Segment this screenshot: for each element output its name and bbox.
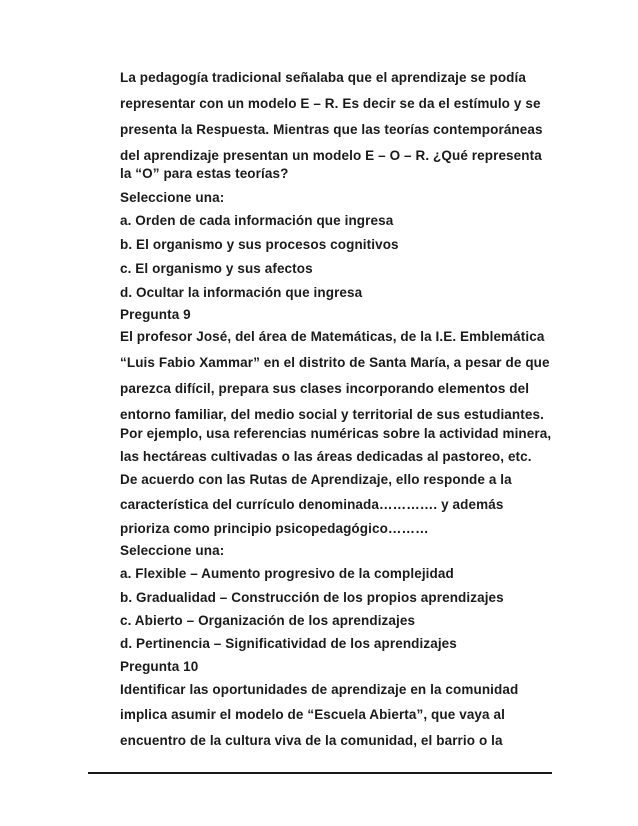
text-line: parezca difícil, prepara sus clases incorporando elementos del xyxy=(120,381,530,396)
question-heading: Pregunta 9 xyxy=(120,307,191,322)
question-heading: Pregunta 10 xyxy=(120,659,199,674)
text-line: “Luis Fabio Xammar” en el distrito de Santa María, a pesar de que xyxy=(120,355,550,370)
text-line: Identificar las oportunidades de aprendizaje en la comunidad xyxy=(120,682,519,697)
text-line: entorno familiar, del medio social y territorial de sus estudiantes. xyxy=(120,407,544,422)
footer-divider xyxy=(88,772,552,774)
answer-option-a: a. Flexible – Aumento progresivo de la complejidad xyxy=(120,566,454,581)
text-line: presenta la Respuesta. Mientras que las teorías contemporáneas xyxy=(120,122,543,137)
text-line: las hectáreas cultivadas o las áreas dedicadas al pastoreo, etc. xyxy=(120,449,532,464)
text-line: implica asumir el modelo de “Escuela Abierta”, que vaya al xyxy=(120,707,505,722)
text-line: del aprendizaje presentan un modelo E – O – R. ¿Qué representa xyxy=(120,148,542,163)
text-line: De acuerdo con las Rutas de Aprendizaje, ello responde a la xyxy=(120,472,512,487)
text-line: prioriza como principio psicopedagógico……… xyxy=(120,521,429,536)
answer-prompt: Seleccione una: xyxy=(120,543,225,558)
answer-option-c: c. El organismo y sus afectos xyxy=(120,261,313,276)
answer-option-d: d. Pertinencia – Significatividad de los aprendizajes xyxy=(120,636,457,651)
answer-option-b: b. El organismo y sus procesos cognitivos xyxy=(120,237,399,252)
text-line: característica del currículo denominada…………. y además xyxy=(120,497,504,512)
text-line: encuentro de la cultura viva de la comunidad, el barrio o la xyxy=(120,733,503,748)
answer-option-d: d. Ocultar la información que ingresa xyxy=(120,285,363,300)
text-line: representar con un modelo E – R. Es decir se da el estímulo y se xyxy=(120,96,541,111)
text-line: Por ejemplo, usa referencias numéricas sobre la actividad minera, xyxy=(120,426,552,441)
text-line: la “O” para estas teorías? xyxy=(120,166,289,181)
text-line: El profesor José, del área de Matemáticas, de la I.E. Emblemática xyxy=(120,329,545,344)
answer-option-a: a. Orden de cada información que ingresa xyxy=(120,213,394,228)
answer-option-c: c. Abierto – Organización de los aprendizajes xyxy=(120,613,416,628)
answer-option-b: b. Gradualidad – Construcción de los propios aprendizajes xyxy=(120,590,504,605)
text-line: La pedagogía tradicional señalaba que el aprendizaje se podía xyxy=(120,70,526,85)
answer-prompt: Seleccione una: xyxy=(120,190,225,205)
